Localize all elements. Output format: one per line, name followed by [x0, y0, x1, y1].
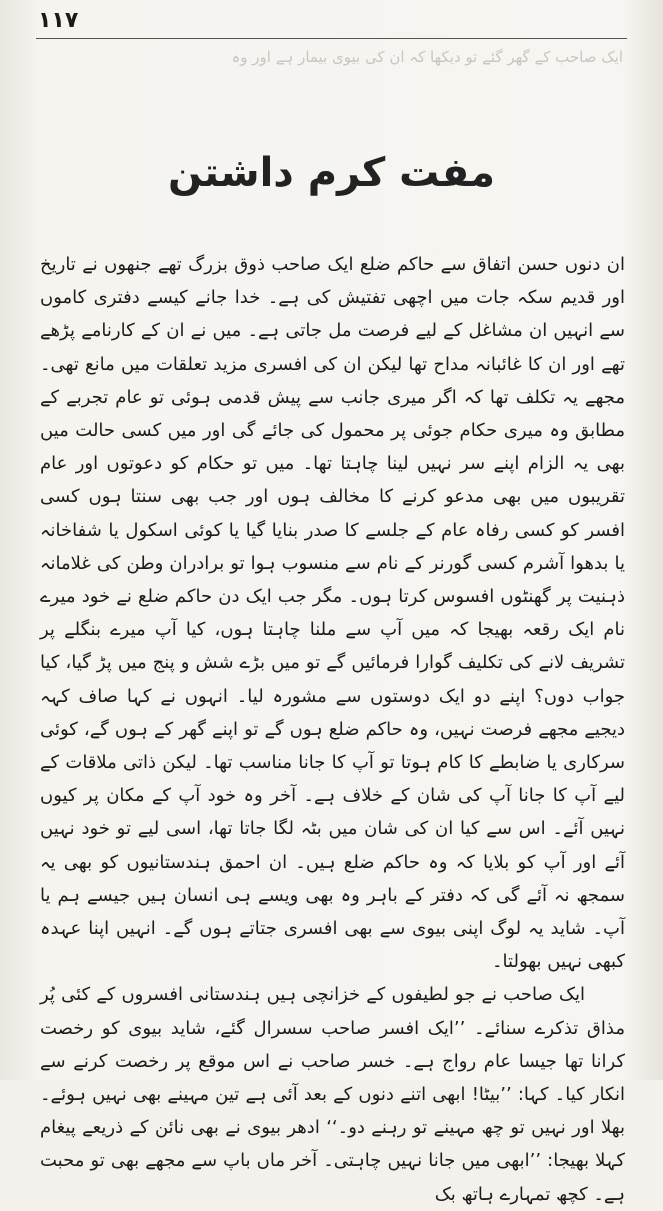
page-number: ۱۱۷	[38, 8, 79, 33]
bleed-through-text: ایک صاحب کے گھر گئے تو دیکھا کہ ان کی بیوی بیمار ہے اور وہ	[231, 48, 623, 66]
paragraph-2: ایک صاحب نے جو لطیفوں کے خزانچی ہیں ہندستانی افسروں کے کئی پُر مذاق تذکرے سنائے۔ ’’ایک افسر صاحب سسرال گئے، شاید بیوی کو رخصت کرانا تھا جیسا عام رواج ہے۔ خسر صاحب نے اس موقع پر رخصت کرنے سے انکار کیا۔ کہا: ’’بیٹا! ابھی اتنے دنوں کے بعد آئی ہے تین مہینے بھی نہیں ہوئے۔ بھلا اور نہیں تو چھ مہینے تو رہنے دو۔‘‘ ادھر بیوی نے بھی نائن کے ذریعے پیغام کہلا بھیجا: ’’ابھی میں جانا نہیں چاہتی۔ آخر ماں باپ سے مجھے بھی تو محبت ہے۔ کچھ تمہارے ہاتھ بک	[40, 984, 625, 1205]
header-rule	[36, 38, 627, 39]
chapter-title: مفت کرم داشتن	[167, 150, 496, 196]
body-text	[40, 248, 625, 1211]
paragraph-1: ان دنوں حسن اتفاق سے حاکم ضلع ایک صاحب ذوق بزرگ تھے جنھوں نے تاریخ اور قدیم سکہ جات میں اچھی تفتیش کی ہے۔ خدا جانے کیسے دفتری کاموں سے انہیں ان مشاغل کے لیے فرصت مل جاتی ہے۔ میں نے ان کے کارنامے پڑھے تھے اور ان کا غائبانہ مداح تھا لیکن ان کی افسری مزید تعلقات میں مانع تھی۔ مجھے یہ تکلف تھا کہ اگر میری جانب سے پیش قدمی ہوئی تو عام تجربے کے مطابق وہ میری حکام جوئی پر محمول کی جائے گی اور میں کسی حالت میں بھی یہ الزام اپنے سر نہیں لینا چاہتا تھا۔ میں تو حکام کو دعوتوں اور عام تقریبوں میں بھی مدعو کرنے کا مخالف ہوں اور جب بھی سنتا ہوں کسی افسر کو کسی رفاہ عام کے جلسے کا صدر بنایا گیا یا کوئی اسکول یا شفاخانہ یا بدھوا آشرم کسی گورنر کے نام سے منسوب ہوا تو برادران وطن کی غلامانہ ذہنیت پر گھنٹوں افسوس کرتا ہوں۔ مگر جب ایک دن حاکم ضلع نے خود میرے نام ایک رقعہ بھیجا کہ میں آپ سے ملنا چاہتا ہوں، کیا آپ میرے بنگلے پر تشریف لانے کی تکلیف گوارا فرمائیں گے تو میں بڑے شش و پنج میں پڑ گیا، کیا جواب دوں؟ اپنے دو ایک دوستوں سے مشورہ لیا۔ انہوں نے کہا صاف کہہ دیجیے مجھے فرصت نہیں، وہ حاکم ضلع ہوں گے تو اپنے گھر کے ہوں گے، کوئی سرکاری یا ضابطے کا کام ہوتا تو آپ کا جانا مناسب تھا۔ لیکن ذاتی ملاقات کے لیے آپ کا جانا آپ کی شان کے خلاف ہے۔ آخر وہ خود آپ کے مکان پر کیوں نہیں آئے۔ اس سے کیا ان کی شان میں بٹہ لگا جاتا تھا، اسی لیے تو خود نہیں آئے اور آپ کو بلایا کہ وہ حاکم ضلع ہیں۔ ان احمق ہندستانیوں کو بھی یہ سمجھ نہ آئے گی کہ دفتر کے باہر وہ بھی ویسے ہی انسان ہیں جیسے ہم یا آپ۔ شاید یہ لوگ اپنی بیوی سے بھی افسری جتاتے ہوں گے۔ انہیں اپنا عہدہ کبھی نہیں بھولتا۔	[40, 254, 625, 973]
